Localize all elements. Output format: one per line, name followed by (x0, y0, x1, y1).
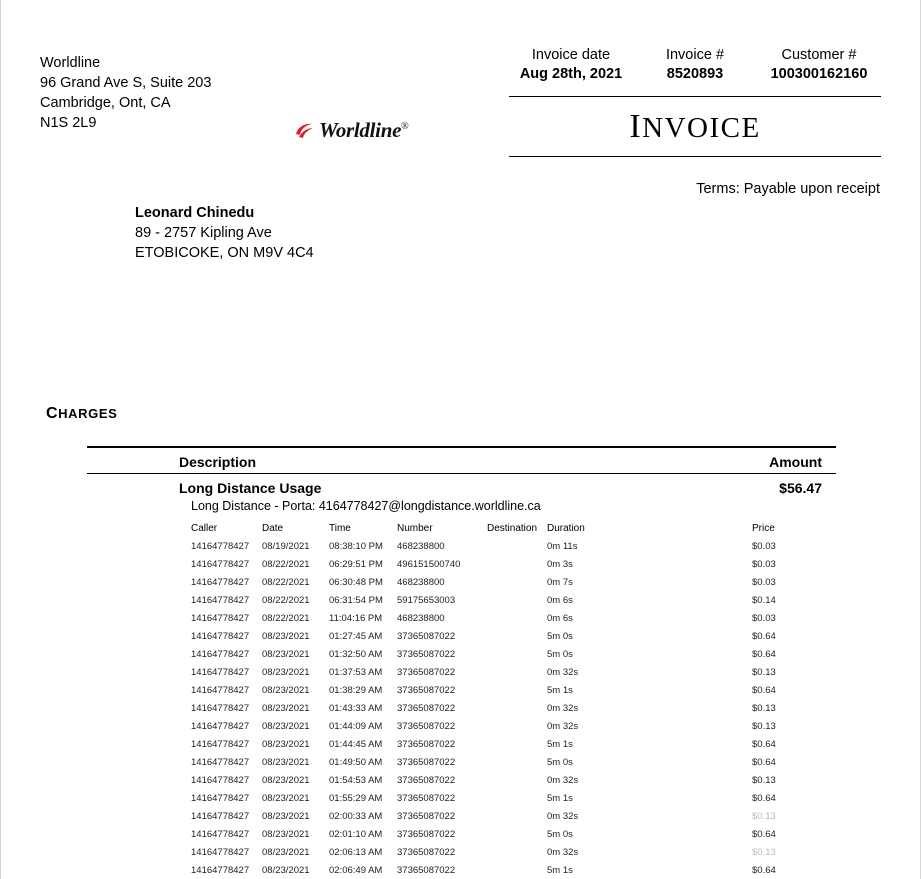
detail-cell-time: 06:31:54 PM (329, 595, 383, 606)
worldline-swoosh-icon (295, 122, 314, 139)
company-name: Worldline (40, 55, 101, 71)
detail-cell-duration: 5m 1s (547, 793, 573, 804)
detail-cell-destination (487, 556, 547, 574)
detail-header-date: Date (262, 523, 284, 534)
detail-cell-duration: 0m 6s (547, 595, 573, 606)
detail-cell-duration: 5m 0s (547, 649, 573, 660)
detail-cell-time: 02:00:33 AM (329, 811, 383, 822)
table-row (191, 772, 836, 790)
detail-cell-caller: 14164778427 (191, 847, 250, 858)
company-address-line-2: Cambridge, Ont, CA (40, 95, 171, 111)
charges-heading: CHARGES (46, 405, 118, 422)
detail-cell-date: 08/23/2021 (262, 829, 310, 840)
detail-cell-date: 08/23/2021 (262, 685, 310, 696)
detail-cell-destination (487, 574, 547, 592)
detail-cell-time: 02:01:10 AM (329, 829, 383, 840)
detail-cell-number: 37365087022 (397, 667, 456, 678)
detail-cell-duration: 5m 0s (547, 757, 573, 768)
detail-cell-price: $0.13 (752, 775, 776, 786)
detail-cell-number: 37365087022 (397, 739, 456, 750)
detail-cell-destination (487, 736, 547, 754)
detail-cell-caller: 14164778427 (191, 559, 250, 570)
detail-cell-caller: 14164778427 (191, 793, 250, 804)
detail-cell-price: $0.03 (752, 559, 776, 570)
column-header-amount: Amount (769, 454, 822, 470)
detail-cell-time: 01:27:45 AM (329, 631, 383, 642)
detail-cell-number: 37365087022 (397, 631, 456, 642)
detail-cell-number: 37365087022 (397, 775, 456, 786)
column-header-description: Description (179, 454, 257, 470)
invoice-number-cell (633, 46, 757, 84)
detail-cell-number: 468238800 (397, 577, 445, 588)
detail-cell-caller: 14164778427 (191, 703, 250, 714)
detail-cell-destination (487, 826, 547, 844)
detail-cell-price: $0.14 (752, 595, 776, 606)
detail-cell-caller: 14164778427 (191, 595, 250, 606)
detail-cell-destination (487, 844, 547, 862)
customer-number-value: 100300162160 (770, 66, 868, 82)
detail-cell-caller: 14164778427 (191, 577, 250, 588)
detail-cell-number: 37365087022 (397, 685, 456, 696)
detail-cell-time: 01:55:29 AM (329, 793, 383, 804)
detail-cell-time: 01:49:50 AM (329, 757, 383, 768)
detail-cell-duration: 0m 32s (547, 811, 579, 822)
detail-cell-caller: 14164778427 (191, 829, 250, 840)
table-row (191, 592, 836, 610)
detail-cell-date: 08/23/2021 (262, 847, 310, 858)
table-row (191, 718, 836, 736)
detail-cell-time: 11:04:16 PM (329, 613, 383, 624)
detail-cell-duration: 0m 11s (547, 541, 578, 552)
charges-subsection-label: Long Distance - Porta: 4164778427@longdistance.worldline.ca (191, 499, 541, 513)
detail-cell-destination (487, 610, 547, 628)
detail-header-duration: Duration (547, 523, 585, 534)
detail-cell-date: 08/23/2021 (262, 811, 310, 822)
detail-cell-caller: 14164778427 (191, 685, 250, 696)
payment-terms: Terms: Payable upon receipt (696, 181, 880, 197)
detail-cell-caller: 14164778427 (191, 721, 250, 732)
detail-cell-price: $0.64 (752, 739, 776, 750)
detail-cell-price: $0.13 (752, 703, 776, 714)
invoice-date-label: Invoice date (531, 47, 611, 63)
detail-cell-duration: 0m 6s (547, 613, 573, 624)
detail-cell-number: 59175653003 (397, 595, 456, 606)
detail-cell-caller: 14164778427 (191, 667, 250, 678)
detail-cell-destination (487, 862, 547, 879)
detail-cell-date: 08/23/2021 (262, 649, 310, 660)
detail-cell-price: $0.13 (752, 811, 776, 822)
detail-cell-price: $0.03 (752, 541, 776, 552)
detail-cell-number: 496151500740 (397, 559, 461, 570)
detail-cell-duration: 5m 1s (547, 865, 573, 876)
detail-header-caller: Caller (191, 523, 218, 534)
table-row (191, 664, 836, 682)
charges-section-row (87, 480, 836, 496)
customer-number-label: Customer # (781, 47, 857, 63)
detail-cell-destination (487, 790, 547, 808)
detail-cell-time: 01:37:53 AM (329, 667, 383, 678)
detail-cell-price: $0.64 (752, 649, 776, 660)
detail-cell-number: 37365087022 (397, 703, 456, 714)
table-row (191, 862, 836, 879)
invoice-title: INVOICE (629, 108, 761, 145)
detail-cell-destination (487, 628, 547, 646)
detail-cell-caller: 14164778427 (191, 757, 250, 768)
detail-header-price: Price (752, 523, 775, 534)
detail-cell-date: 08/22/2021 (262, 577, 310, 588)
company-address-line-1: 96 Grand Ave S, Suite 203 (40, 75, 212, 91)
table-row (191, 700, 836, 718)
table-row (191, 754, 836, 772)
table-row (191, 538, 836, 556)
invoice-date-value: Aug 28th, 2021 (519, 66, 623, 82)
detail-header-number: Number (397, 523, 433, 534)
detail-cell-destination (487, 682, 547, 700)
detail-cell-date: 08/23/2021 (262, 793, 310, 804)
worldline-wordmark: Worldline® (319, 118, 409, 142)
detail-cell-price: $0.03 (752, 613, 776, 624)
table-row (191, 646, 836, 664)
charges-table (87, 446, 836, 879)
detail-cell-price: $0.13 (752, 847, 776, 858)
detail-cell-price: $0.64 (752, 757, 776, 768)
detail-cell-destination (487, 664, 547, 682)
detail-cell-duration: 5m 1s (547, 685, 573, 696)
table-row (191, 682, 836, 700)
table-row (191, 556, 836, 574)
detail-cell-duration: 0m 3s (547, 559, 573, 570)
detail-cell-duration: 5m 1s (547, 739, 573, 750)
detail-cell-destination (487, 772, 547, 790)
detail-cell-destination (487, 538, 547, 556)
detail-cell-caller: 14164778427 (191, 541, 250, 552)
invoice-number-value: 8520893 (666, 66, 724, 82)
detail-cell-date: 08/23/2021 (262, 721, 310, 732)
detail-cell-date: 08/19/2021 (262, 541, 310, 552)
table-row (191, 574, 836, 592)
detail-cell-number: 37365087022 (397, 757, 456, 768)
customer-address-line-1: 89 - 2757 Kipling Ave (135, 225, 272, 241)
detail-cell-caller: 14164778427 (191, 865, 250, 876)
detail-cell-time: 01:44:45 AM (329, 739, 383, 750)
detail-cell-date: 08/23/2021 (262, 667, 310, 678)
detail-header-destination: Destination (487, 523, 538, 534)
detail-cell-price: $0.64 (752, 793, 776, 804)
invoice-meta-block (509, 46, 881, 84)
table-row (191, 790, 836, 808)
detail-cell-date: 08/22/2021 (262, 613, 310, 624)
detail-cell-time: 08:38:10 PM (329, 541, 383, 552)
detail-cell-duration: 0m 32s (547, 775, 579, 786)
detail-cell-caller: 14164778427 (191, 775, 250, 786)
customer-number-cell (757, 46, 881, 84)
detail-cell-date: 08/22/2021 (262, 595, 310, 606)
detail-cell-duration: 0m 32s (547, 667, 579, 678)
charges-section-amount: $56.47 (779, 480, 822, 496)
detail-cell-price: $0.64 (752, 631, 776, 642)
detail-cell-destination (487, 646, 547, 664)
detail-cell-time: 06:30:48 PM (329, 577, 383, 588)
detail-cell-date: 08/22/2021 (262, 559, 310, 570)
detail-cell-number: 468238800 (397, 613, 445, 624)
worldline-logo (295, 118, 408, 143)
detail-cell-number: 37365087022 (397, 829, 456, 840)
invoice-meta-divider-bottom (509, 156, 881, 157)
detail-cell-number: 37365087022 (397, 811, 456, 822)
detail-cell-caller: 14164778427 (191, 649, 250, 660)
detail-cell-time: 01:44:09 AM (329, 721, 383, 732)
customer-name: Leonard Chinedu (135, 205, 255, 221)
customer-address-line-2: ETOBICOKE, ON M9V 4C4 (135, 245, 314, 261)
invoice-number-label: Invoice # (665, 47, 725, 63)
charges-section-label: Long Distance Usage (179, 480, 322, 496)
table-row (191, 844, 836, 862)
detail-cell-destination (487, 718, 547, 736)
detail-cell-date: 08/23/2021 (262, 757, 310, 768)
detail-cell-date: 08/23/2021 (262, 703, 310, 714)
detail-cell-duration: 0m 32s (547, 721, 579, 732)
table-row (191, 736, 836, 754)
detail-cell-date: 08/23/2021 (262, 631, 310, 642)
charges-table-header (87, 448, 836, 474)
detail-cell-destination (487, 592, 547, 610)
detail-cell-price: $0.64 (752, 865, 776, 876)
detail-cell-duration: 5m 0s (547, 829, 573, 840)
detail-cell-number: 37365087022 (397, 649, 456, 660)
detail-cell-destination (487, 700, 547, 718)
detail-cell-time: 06:29:51 PM (329, 559, 383, 570)
table-row (191, 808, 836, 826)
detail-cell-number: 37365087022 (397, 847, 456, 858)
detail-cell-number: 468238800 (397, 541, 445, 552)
detail-cell-duration: 0m 7s (547, 577, 573, 588)
detail-cell-date: 08/23/2021 (262, 739, 310, 750)
table-row (191, 610, 836, 628)
detail-cell-caller: 14164778427 (191, 613, 250, 624)
detail-cell-time: 01:43:33 AM (329, 703, 383, 714)
bill-to-block (135, 203, 314, 263)
detail-cell-duration: 0m 32s (547, 847, 579, 858)
detail-cell-price: $0.03 (752, 577, 776, 588)
detail-cell-caller: 14164778427 (191, 631, 250, 642)
call-detail-header-row (191, 520, 836, 538)
call-detail-rows (191, 538, 836, 879)
table-row (191, 628, 836, 646)
detail-cell-date: 08/23/2021 (262, 865, 310, 876)
invoice-meta-row (509, 46, 881, 84)
detail-cell-caller: 14164778427 (191, 811, 250, 822)
invoice-date-cell (509, 46, 633, 84)
detail-cell-duration: 0m 32s (547, 703, 579, 714)
invoice-meta-divider-top (509, 96, 881, 97)
detail-cell-price: $0.13 (752, 721, 776, 732)
detail-cell-caller: 14164778427 (191, 739, 250, 750)
detail-cell-number: 37365087022 (397, 793, 456, 804)
detail-cell-duration: 5m 0s (547, 631, 573, 642)
detail-cell-price: $0.64 (752, 685, 776, 696)
detail-cell-price: $0.13 (752, 667, 776, 678)
detail-cell-number: 37365087022 (397, 721, 456, 732)
detail-cell-number: 37365087022 (397, 865, 456, 876)
call-detail-table (87, 520, 836, 879)
detail-cell-time: 01:32:50 AM (329, 649, 383, 660)
detail-cell-time: 01:38:29 AM (329, 685, 383, 696)
detail-cell-date: 08/23/2021 (262, 775, 310, 786)
detail-cell-price: $0.64 (752, 829, 776, 840)
table-row (191, 826, 836, 844)
detail-cell-time: 01:54:53 AM (329, 775, 383, 786)
detail-cell-destination (487, 754, 547, 772)
company-postal-code: N1S 2L9 (40, 115, 97, 131)
company-address-block (40, 53, 211, 133)
invoice-sheet (1, 0, 921, 879)
detail-cell-time: 02:06:49 AM (329, 865, 383, 876)
detail-cell-time: 02:06:13 AM (329, 847, 383, 858)
detail-header-time: Time (329, 523, 351, 534)
detail-cell-destination (487, 808, 547, 826)
